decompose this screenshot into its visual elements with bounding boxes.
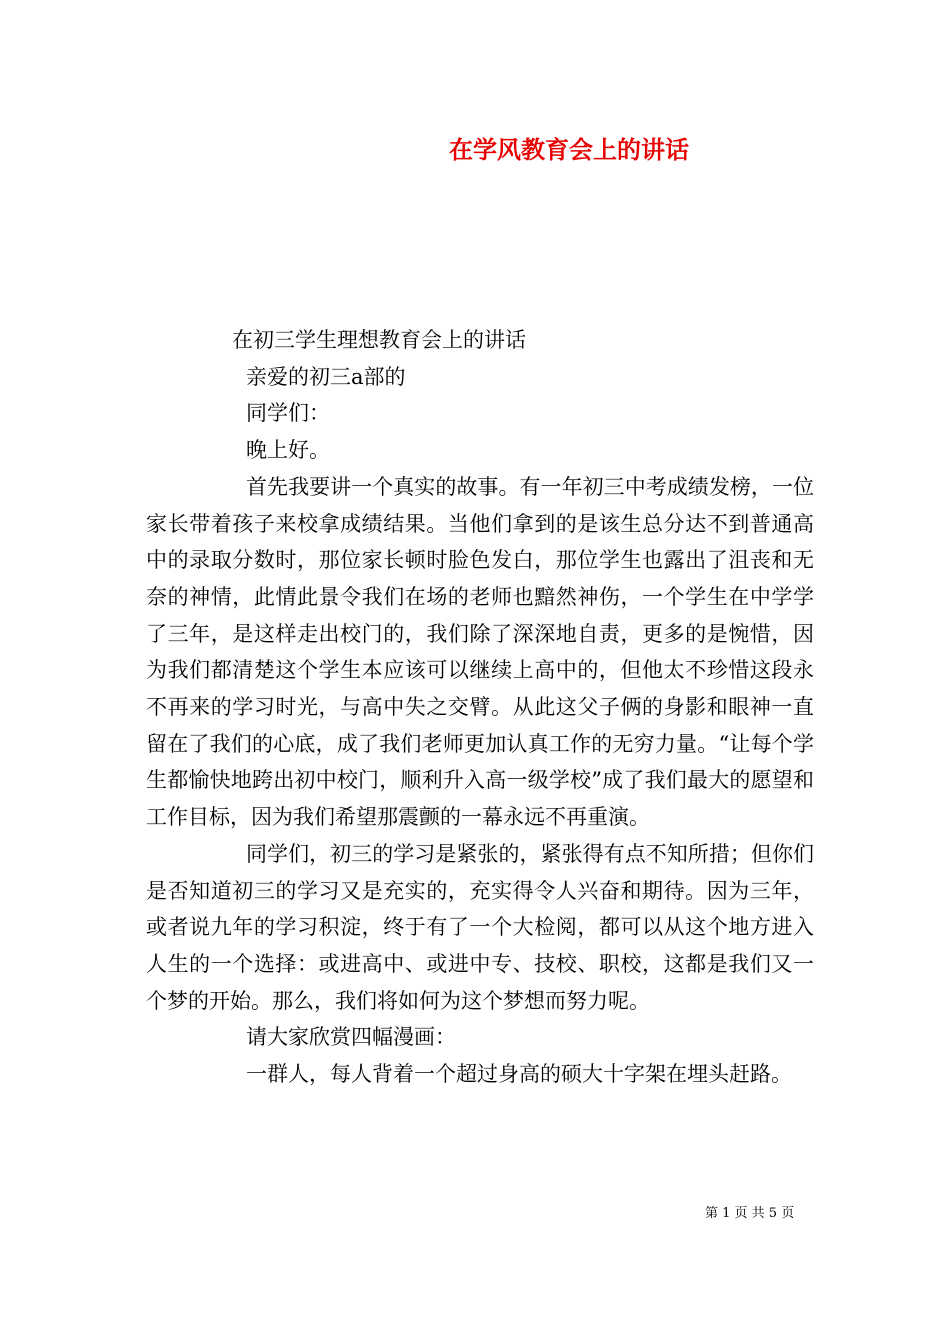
paragraph-story: 首先我要讲一个真实的故事。有一年初三中考成绩发榜，一位家长带着孩子来校拿成绩结果。当他们拿到的是该生总分达不到普通高中的录取分数时，那位家长顿时脸色发白，那位学生也露出了沮丧和无奈的神情，此情此景令我们在场的老师也黯然神伤，一个学生在中学学了三年，是这样走出校门的，我们除了深深地自责，更多的是惋惜，因为我们都清楚这个学生本应该可以继续上高中的，但他太不珍惜这段永不再来的学习时光，与高中失之交臂。从此这父子俩的身影和眼神一直留在了我们的心底，成了我们老师更加认真工作的无穷力量。“让每个学生都愉快地跨出初中校门，顺利升入高一级学校”成了我们最大的愿望和工作目标，因为我们希望那震颤的一幕永远不再重演。 xyxy=(146,474,814,830)
salutation-line-2: 同学们： xyxy=(246,401,330,426)
document-body xyxy=(146,322,814,1093)
speech-subtitle: 在初三学生理想教育会上的讲话 xyxy=(232,328,526,352)
document-title-text: 在学风教育会上的讲话 xyxy=(449,135,689,164)
greeting: 晚上好。 xyxy=(246,438,330,463)
page-number: 第 1 页 共 5 页 xyxy=(705,1206,795,1221)
document-title xyxy=(0,133,950,167)
paragraph-cartoon-intro: 请大家欣赏四幅漫画： xyxy=(246,1025,456,1050)
paragraph-cartoon-1: 一群人，每人背着一个超过身高的硕大十字架在埋头赶路。 xyxy=(246,1062,792,1087)
paragraph-study: 同学们，初三的学习是紧张的，紧张得有点不知所措；但你们是否知道初三的学习又是充实的，充实得令人兴奋和期待。因为三年，或者说九年的学习积淀，终于有了一个大检阅，都可以从这个地方进入人生的一个选择：或进高中、或进中专、技校、职校，这都是我们又一个梦的开始。那么，我们将如何为这个梦想而努力呢。 xyxy=(146,841,814,1013)
salutation-line-1: 亲爱的初三a部的 xyxy=(246,364,406,389)
